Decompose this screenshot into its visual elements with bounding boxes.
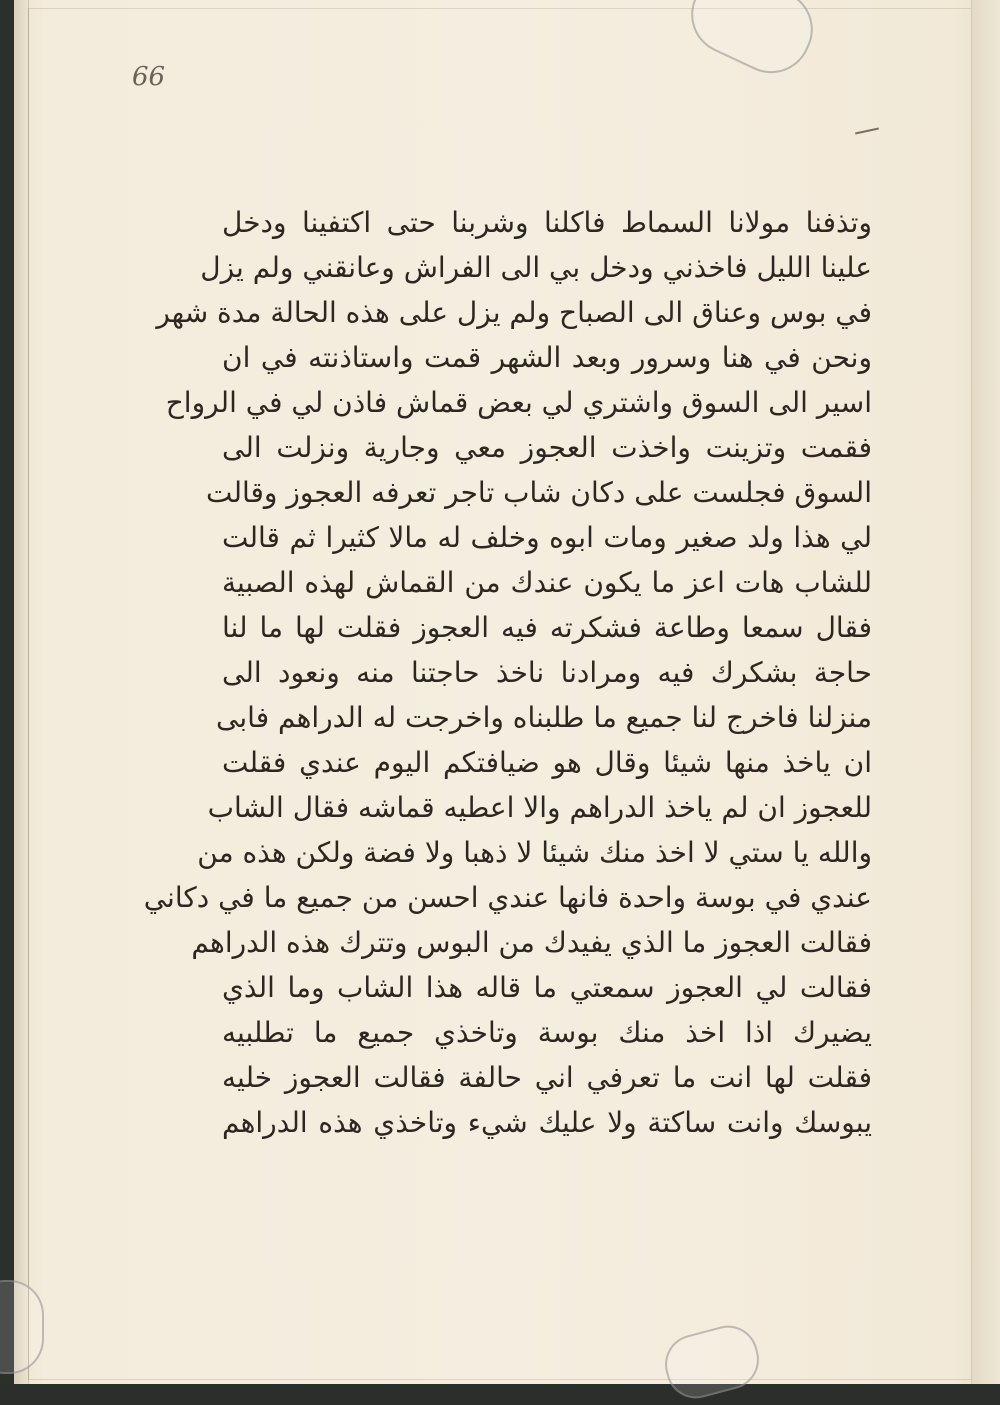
text-line: علينا الليل فاخذني ودخل بي الى الفراش وعانقني ولم يزل	[200, 251, 872, 284]
folio-number: 66	[132, 62, 166, 92]
text-line: في بوس وعناق الى الصباح ولم يزل على هذه الحالة مدة شهر	[156, 296, 872, 329]
text-line: للشاب هات اعز ما يكون عندك من القماش لهذه الصبية	[222, 566, 872, 599]
text-line: السوق فجلست على دكان شاب تاجر تعرفه العجوز وقالت	[205, 476, 872, 509]
text-line: ان ياخذ منها شيئا وقال هو ضيافتكم اليوم عندي فقلت	[222, 746, 872, 779]
text-line: فقلت لها انت ما تعرفي اني حالفة فقالت العجوز خليه	[222, 1061, 872, 1094]
text-line: فقمت وتزينت واخذت العجوز معي وجارية ونزلت الى	[222, 431, 872, 464]
text-line: حاجة بشكرك فيه ومرادنا ناخذ حاجتنا منه ونعود الى	[222, 656, 872, 689]
text-line: يضيرك اذا اخذ منك بوسة وتاخذي جميع ما تطلبيه	[222, 1016, 872, 1049]
page-left-edge	[14, 0, 29, 1384]
text-line: فقالت لي العجوز سمعتي ما قاله هذا الشاب وما الذي	[222, 971, 872, 1004]
text-line: والله يا ستي لا اخذ منك شيئا لا ذهبا ولا فضة ولكن هذه من	[197, 836, 872, 869]
manuscript-text	[143, 200, 872, 1190]
text-line: اسير الى السوق واشتري لي بعض قماش فاذن لي في الرواح	[165, 386, 872, 419]
text-line: وتذفنا مولانا السماط فاكلنا وشربنا حتى اكتفينا ودخل	[222, 206, 872, 239]
text-line: ونحن في هنا وسرور وبعد الشهر قمت واستاذنته في ان	[222, 341, 872, 374]
text-line: لي هذا ولد صغير ومات ابوه وخلف له مالا كثيرا ثم قالت	[222, 521, 872, 554]
page-right-edge	[971, 0, 1000, 1384]
text-line: يبوسك وانت ساكتة ولا عليك شيء وتاخذي هذه الدراهم	[222, 1106, 872, 1139]
text-line: عندي في بوسة واحدة فانها عندي احسن من جميع ما في دكاني	[143, 881, 872, 914]
text-line: للعجوز ان لم ياخذ الدراهم والا اعطيه قماشه فقال الشاب	[207, 791, 872, 824]
text-line: فقالت العجوز ما الذي يفيدك من البوس وتترك هذه الدراهم	[191, 926, 872, 959]
text-line: فقال سمعا وطاعة فشكرته فيه العجوز فقلت لها ما لنا	[222, 611, 872, 644]
text-line: منزلنا فاخرج لنا جميع ما طلبناه واخرجت له الدراهم فابى	[216, 701, 872, 734]
